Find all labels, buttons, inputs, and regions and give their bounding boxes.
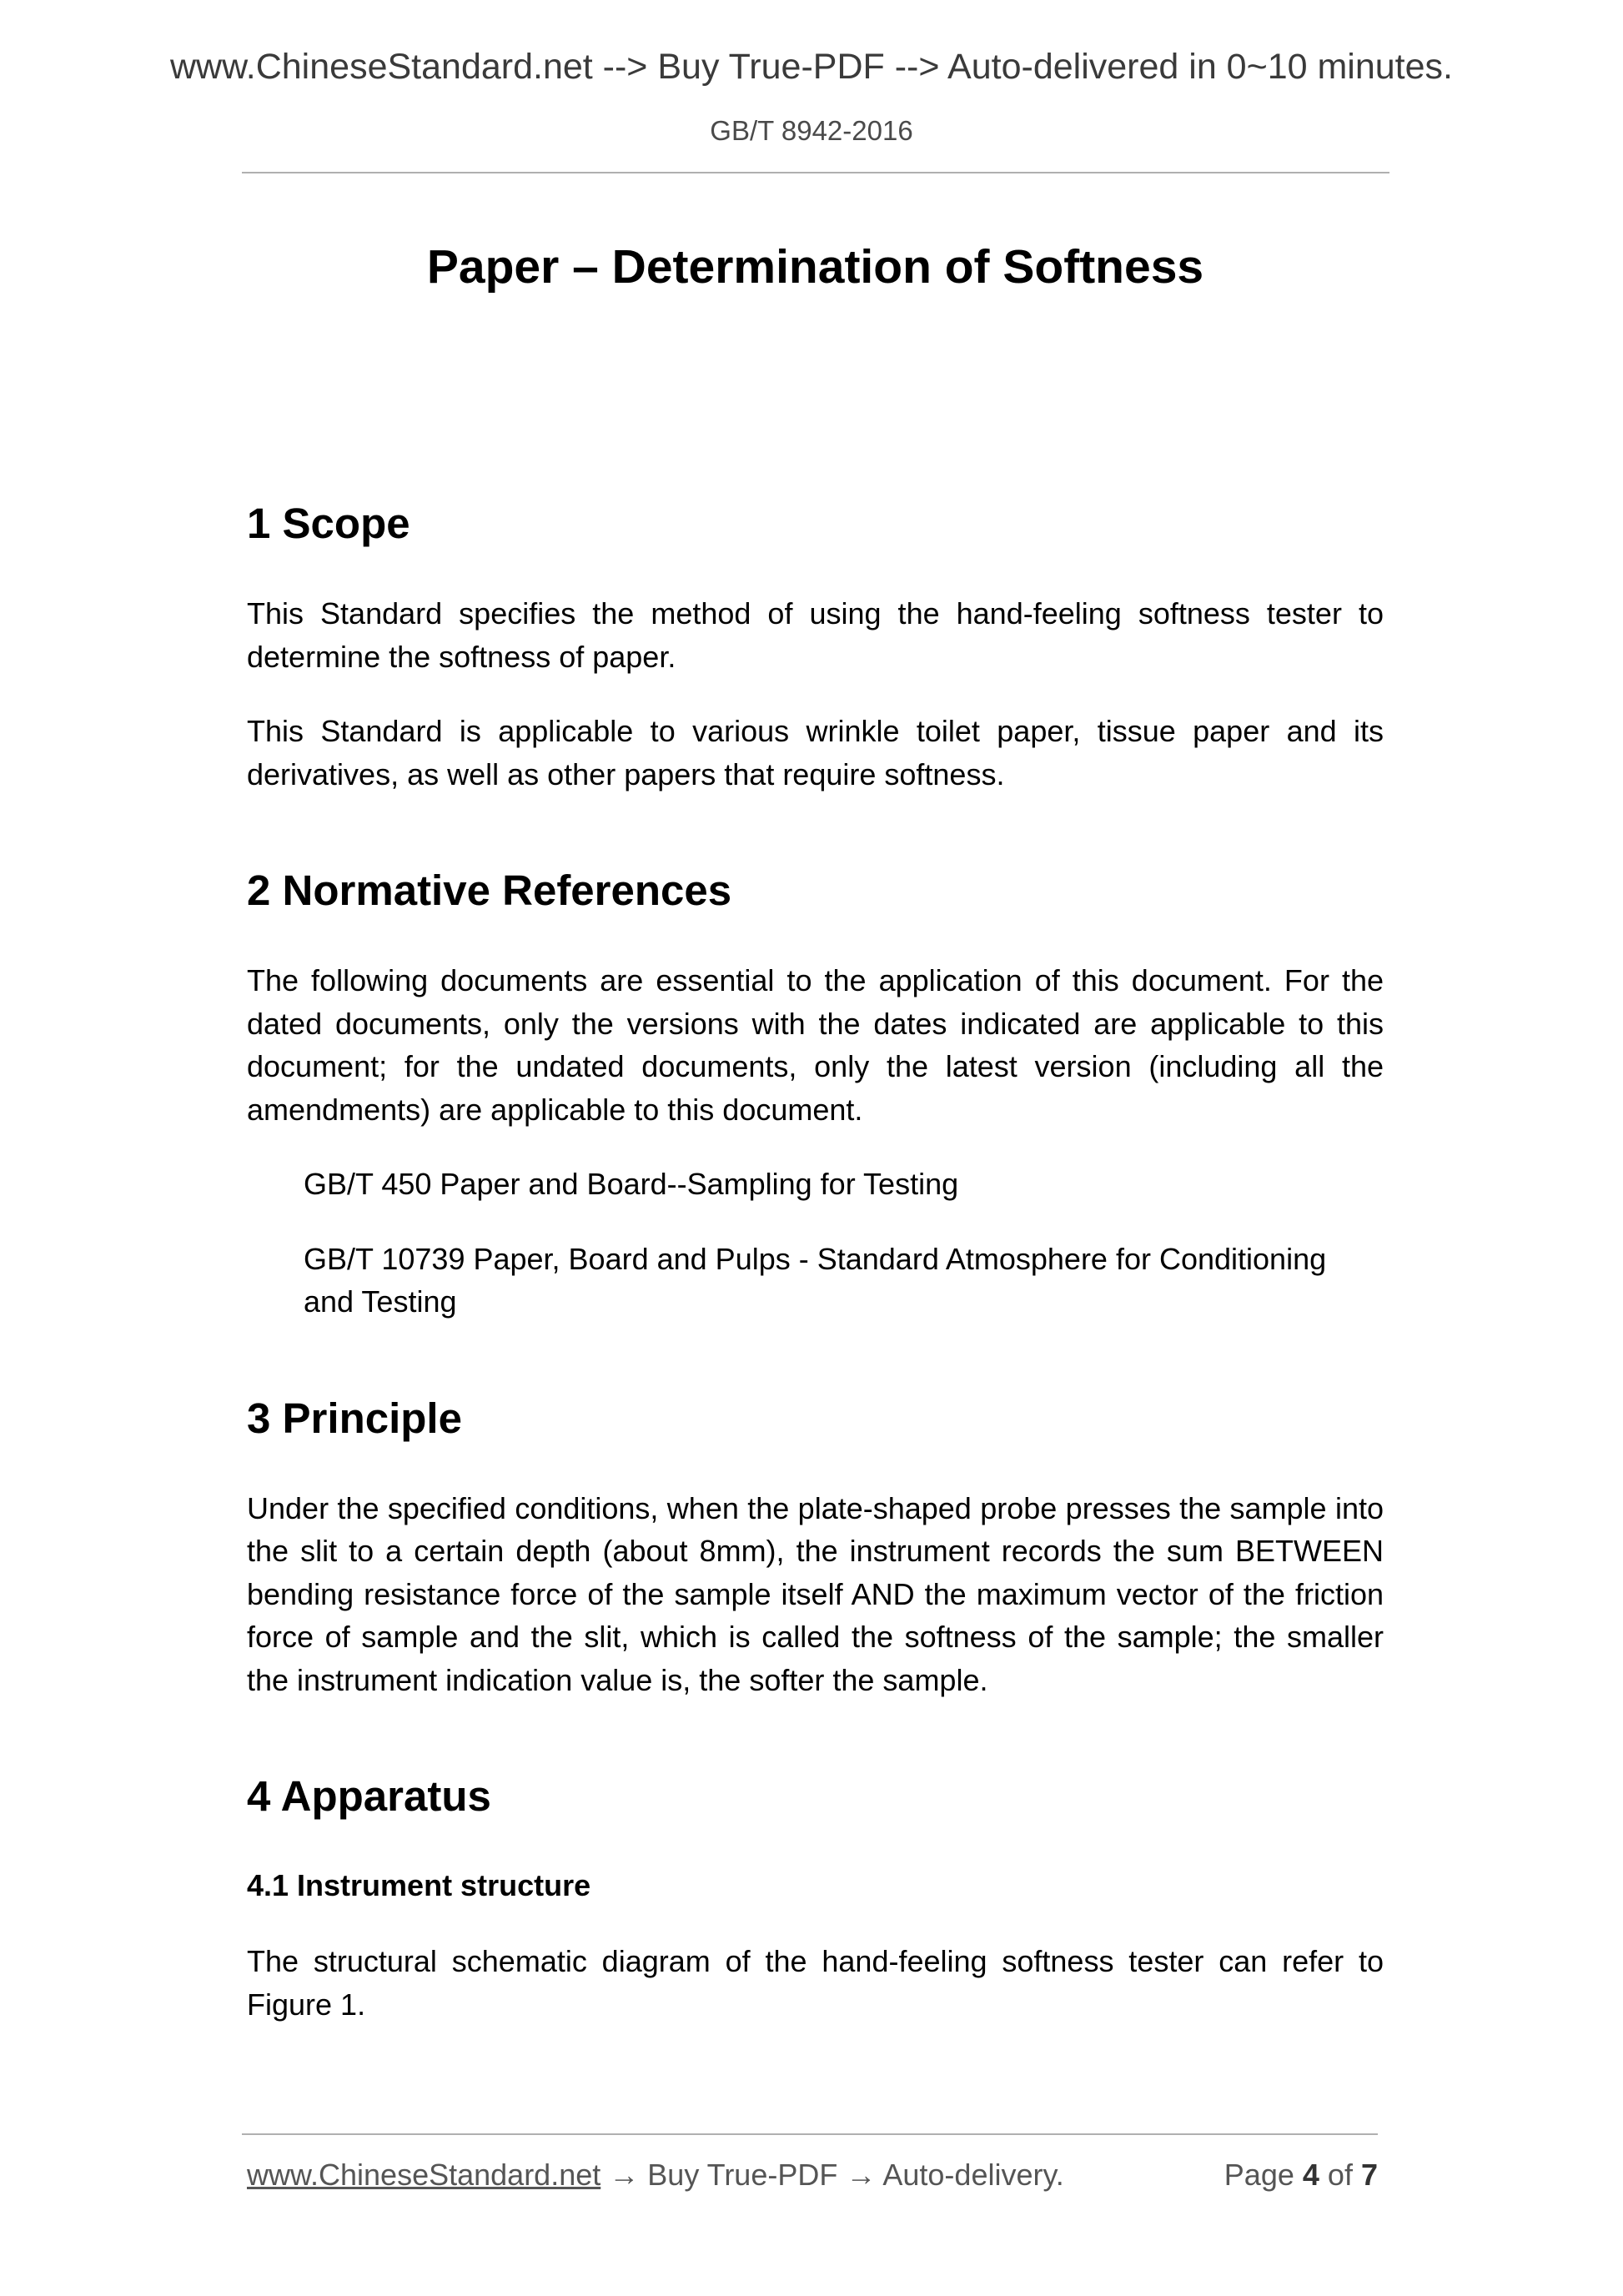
- of-word: of: [1327, 2158, 1353, 2192]
- section-principle: [247, 1385, 1384, 1702]
- scope-paragraph-1: This Standard specifies the method of using the hand-feeling softness tester to determine the softness of paper.: [247, 596, 1384, 674]
- document-title: Paper – Determination of Softness: [426, 240, 1204, 294]
- footer-buy-text: Buy True-PDF: [647, 2158, 838, 2192]
- references-paragraph-1: The following documents are essential to the application of this document. For the dated documents, only the versions with the dates indicated are applicable to this document; for the undated documents, only the latest version (including all the amendments) are applicable to this document.: [247, 963, 1384, 1127]
- section-apparatus: [247, 1763, 1384, 2026]
- document-code: GB/T 8942-2016: [710, 115, 913, 146]
- page-total: 7: [1360, 2158, 1378, 2192]
- reference-item-gbt10739: GB/T 10739 Paper, Board and Pulps - Standard Atmosphere for Conditioning and Testing: [304, 1241, 1327, 1319]
- page-number: [1224, 2154, 1378, 2196]
- page-word: Page: [1224, 2158, 1294, 2192]
- document-body: [247, 225, 1384, 2088]
- site-banner: www.ChineseStandard.net --> Buy True-PDF --> Auto-delivered in 0~10 minutes.: [169, 47, 1453, 87]
- section-references: [247, 857, 1384, 1324]
- scope-paragraph-2: This Standard is applicable to various wrinkle toilet paper, tissue paper and its derivatives, as well as other papers that require softness.: [247, 714, 1384, 791]
- principle-paragraph-1: Under the specified conditions, when the plate-shaped probe presses the sample into the slit to a certain depth (about 8mm), the instrument records the sum BETWEEN bending resistance force of the sample itself AND the maximum vector of the friction force of sample and the slit, which is called the softness of the sample; the smaller the instrument indication value is, the softer the sample.: [247, 1490, 1384, 1697]
- arrow-right-icon: →: [609, 2158, 640, 2192]
- footer-site-link[interactable]: www.ChineseStandard.net: [247, 2158, 601, 2192]
- arrow-right-icon: →: [846, 2158, 877, 2192]
- footer-divider: [242, 2133, 1378, 2135]
- reference-item-gbt450: GB/T 450 Paper and Board--Sampling for Testing: [304, 1167, 959, 1201]
- section-heading-scope: 1 Scope: [247, 500, 410, 547]
- section-heading-apparatus: 4 Apparatus: [247, 1772, 491, 1820]
- page-current: 4: [1302, 2158, 1319, 2192]
- section-heading-references: 2 Normative References: [247, 867, 732, 914]
- apparatus-paragraph-1: The structural schematic diagram of the hand-feeling softness tester can refer to Figure 1.: [247, 1944, 1384, 2022]
- footer-links: [247, 2154, 1064, 2196]
- subsection-heading-instrument-structure: 4.1 Instrument structure: [247, 1868, 591, 1902]
- header-divider: [242, 172, 1389, 173]
- section-scope: [247, 490, 1384, 796]
- section-heading-principle: 3 Principle: [247, 1394, 462, 1442]
- footer-auto-text: Auto-delivery.: [882, 2158, 1064, 2192]
